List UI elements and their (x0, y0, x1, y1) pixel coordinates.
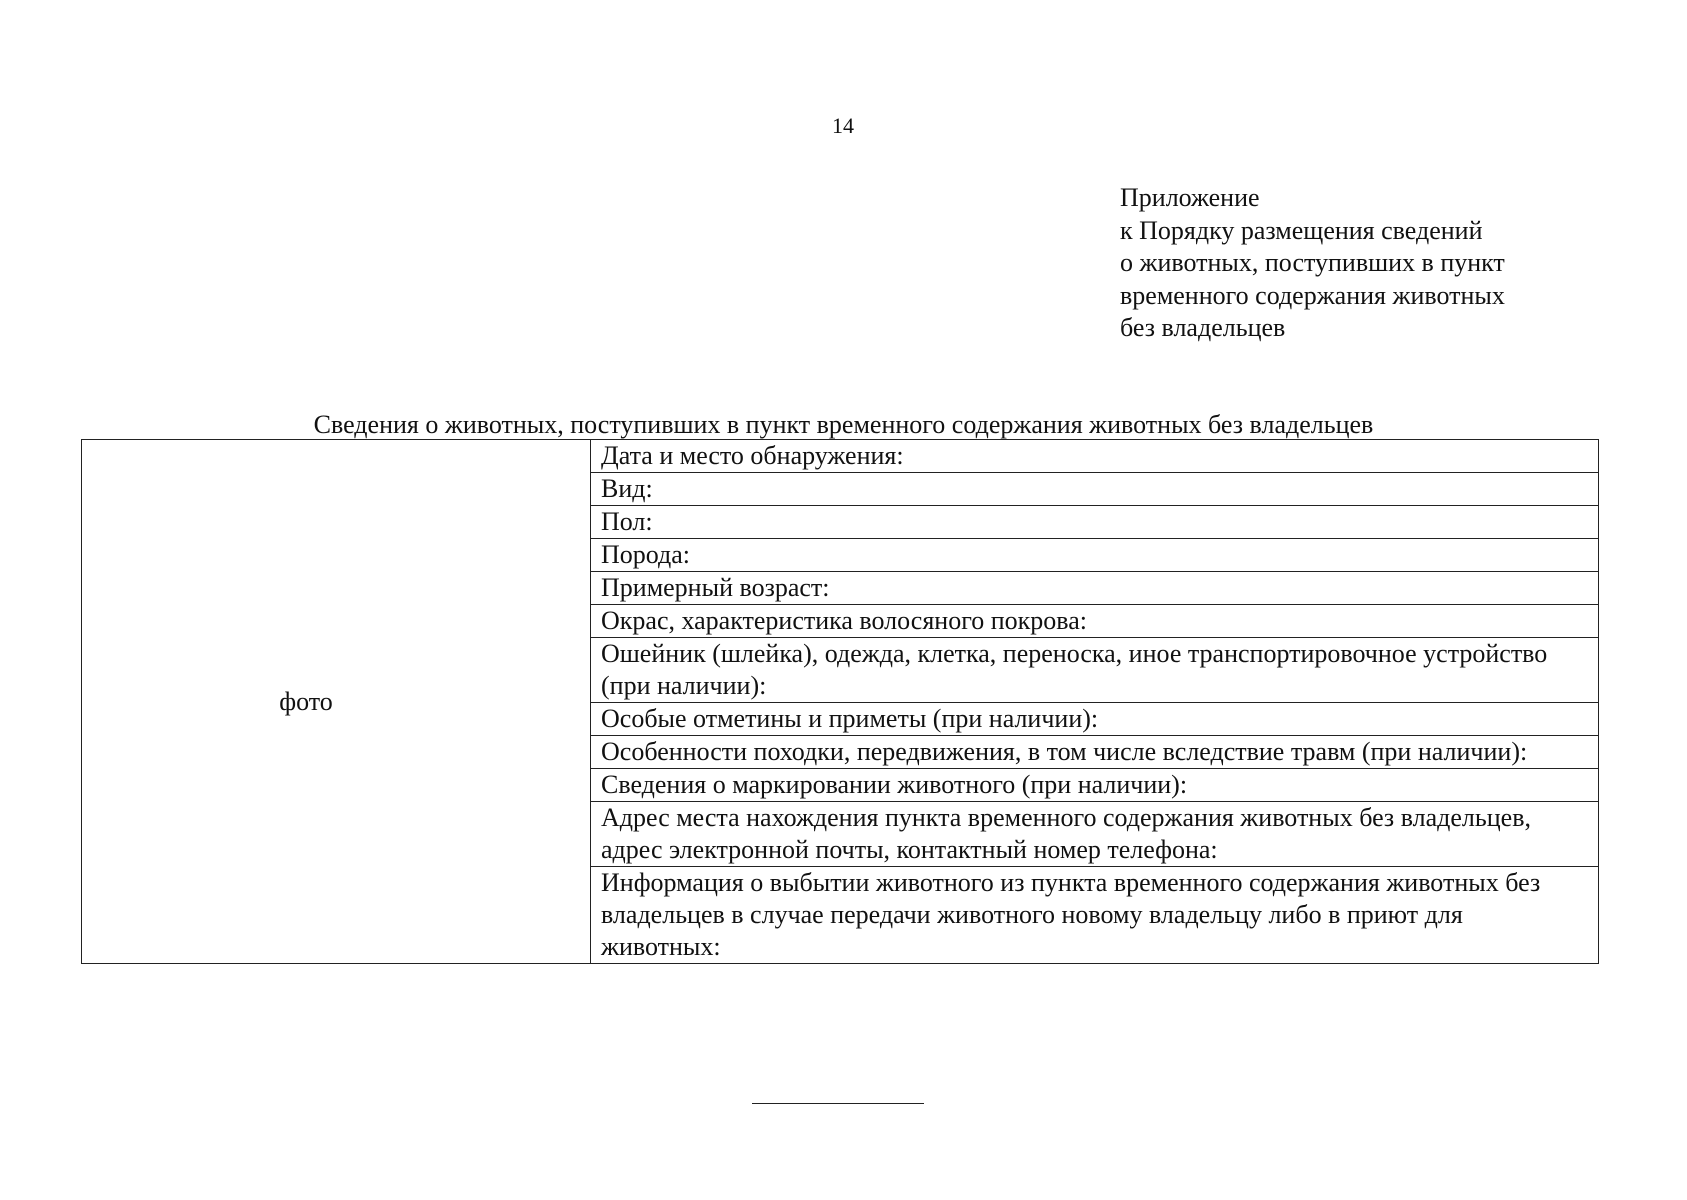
field-cell: Дата и место обнаружения: (591, 440, 1599, 473)
photo-cell (82, 440, 591, 964)
field-cell: Примерный возраст: (591, 572, 1599, 605)
appendix-heading (1120, 182, 1620, 345)
field-cell: Окрас, характеристика волосяного покрова: (591, 605, 1599, 638)
field-cell: Ошейник (шлейка), одежда, клетка, переноска, иное транспортировочное устройство (при наличии): (591, 638, 1599, 703)
appendix-line: временного содержания животных (1120, 280, 1505, 310)
field-cell: Особенности походки, передвижения, в том числе вследствие травм (при наличии): (591, 736, 1599, 769)
field-cell: Информация о выбытии животного из пункта временного содержания животных без владельцев в случае передачи животного новому владельцу либо в приют для животных: (591, 867, 1599, 964)
field-cell: Адрес места нахождения пункта временного содержания животных без владельцев, адрес электронной почты, контактный номер телефона: (591, 802, 1599, 867)
field-cell: Порода: (591, 539, 1599, 572)
appendix-line: о животных, поступивших в пункт (1120, 248, 1505, 277)
field-cell: Пол: (591, 506, 1599, 539)
page-number: 14 (832, 113, 854, 138)
field-cell: Сведения о маркировании животного (при наличии): (591, 769, 1599, 802)
appendix-line: Приложение (1120, 183, 1260, 212)
table-title: Сведения о животных, поступивших в пункт временного содержания животных без владельцев (313, 410, 1374, 439)
field-cell: Особые отметины и приметы (при наличии): (591, 703, 1599, 736)
photo-label: фото (279, 686, 333, 716)
animal-info-table (81, 439, 1599, 964)
appendix-line: без владельцев (1120, 313, 1286, 342)
field-cell: Вид: (591, 473, 1599, 506)
appendix-line: к Порядку размещения сведений (1120, 215, 1483, 245)
bottom-divider (752, 1103, 924, 1104)
table-row (82, 440, 1599, 473)
